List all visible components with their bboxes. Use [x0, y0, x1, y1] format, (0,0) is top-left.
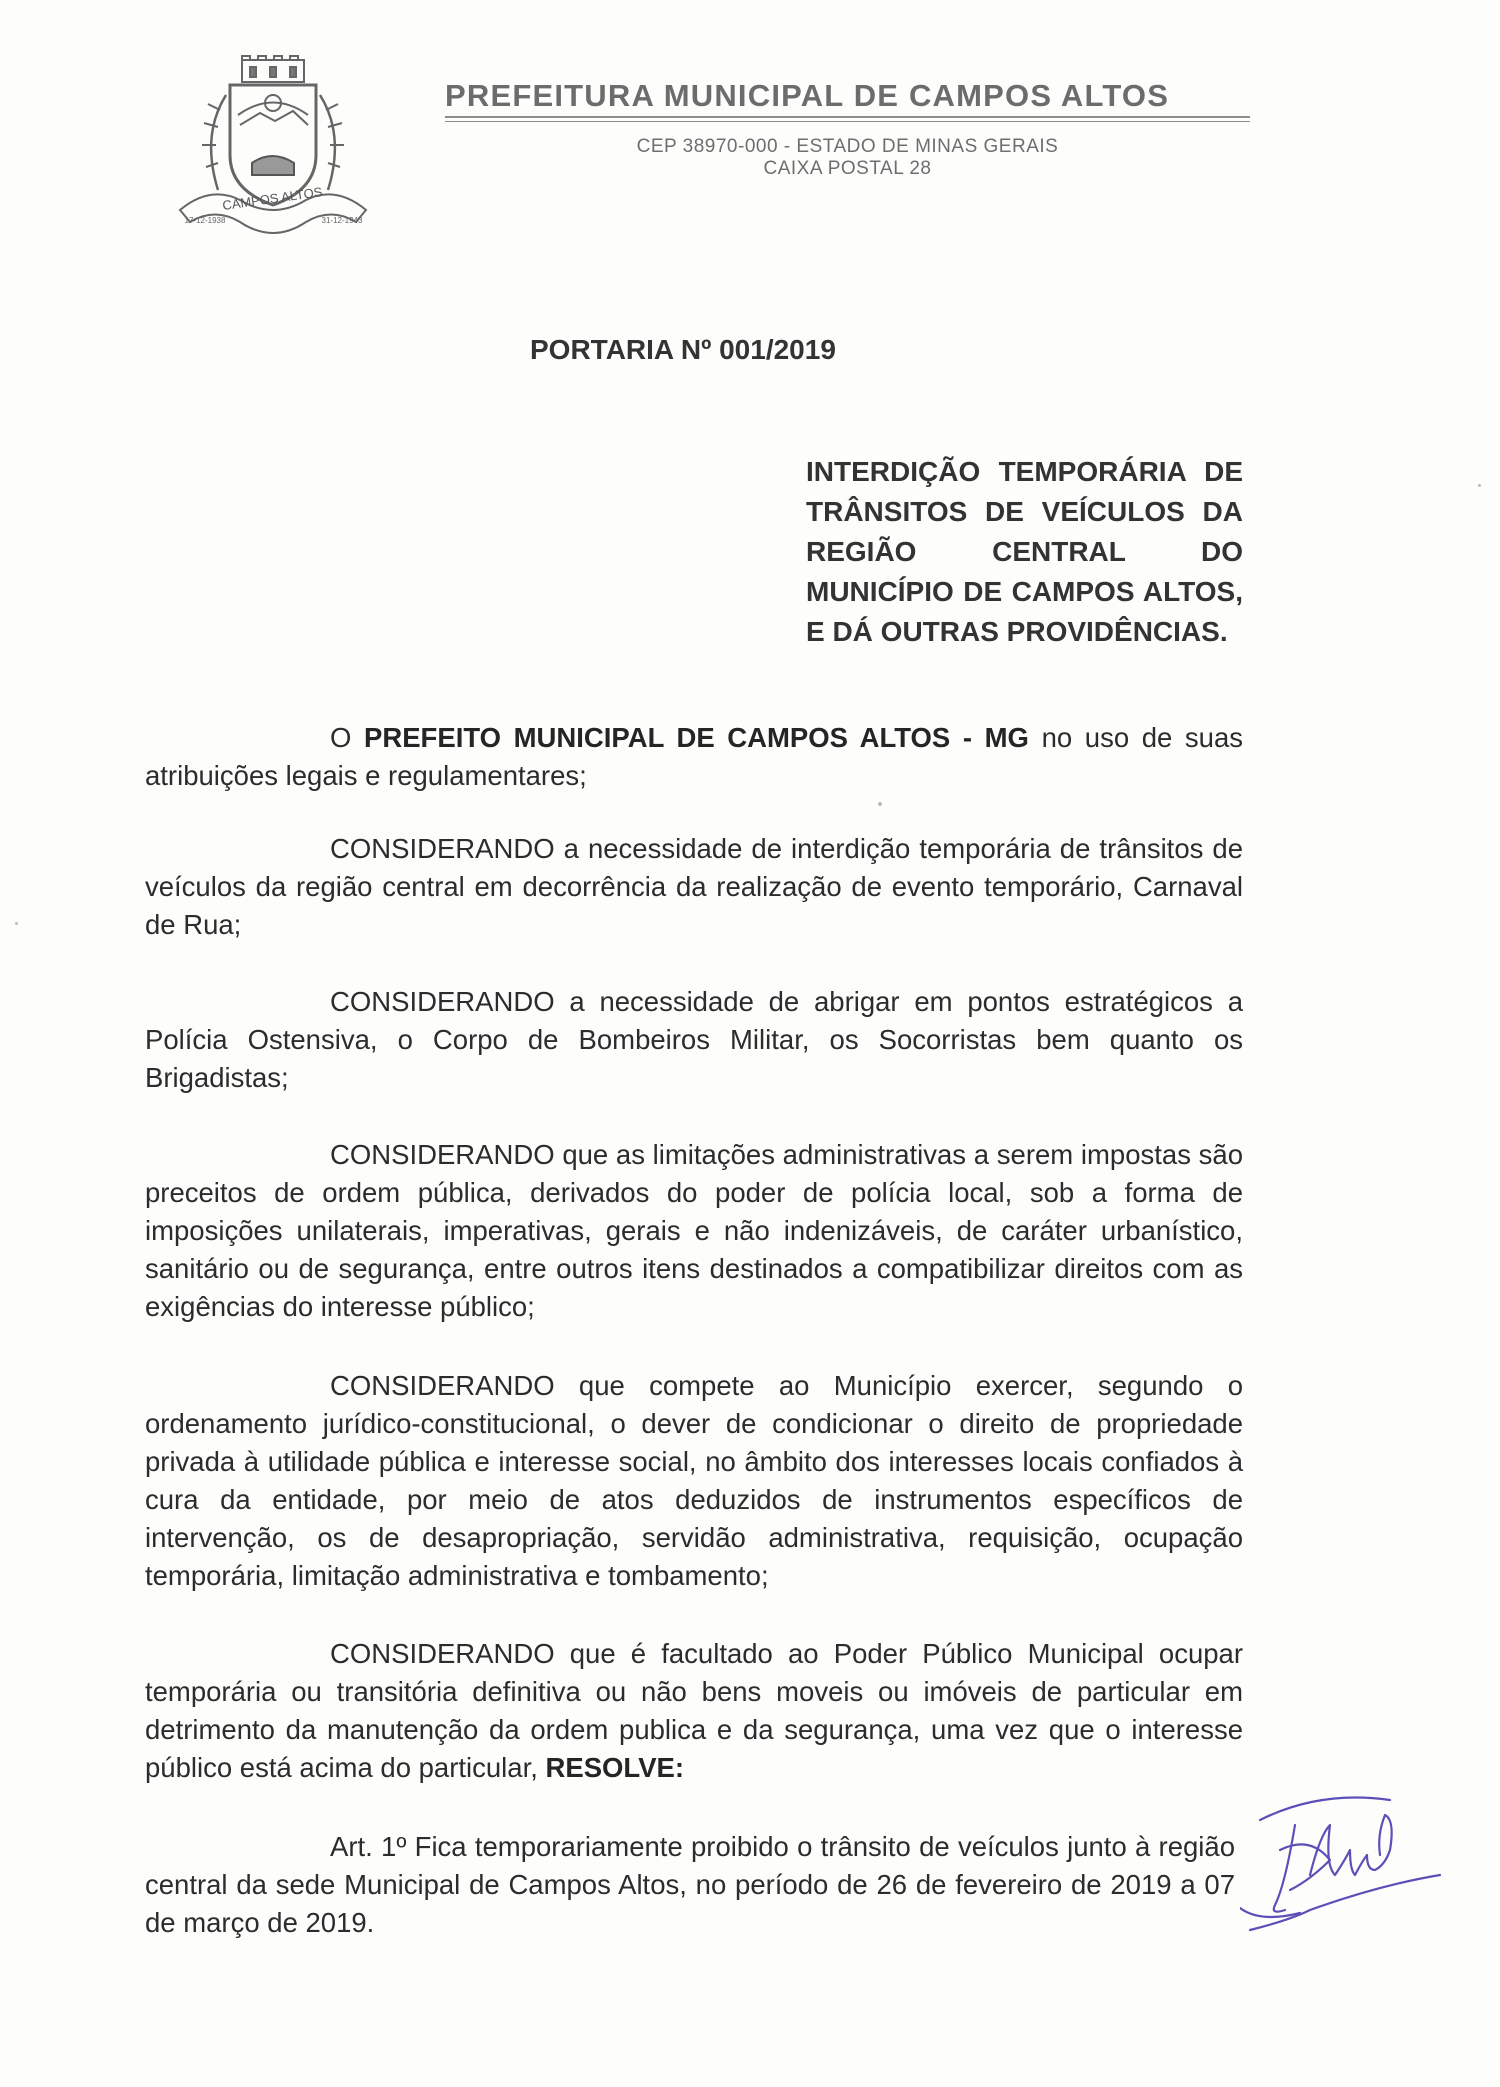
paragraph-line: veículos da região central em decorrência da realização de evento temporário, Carnaval [145, 871, 1243, 902]
paragraph-line: de março de 2019. [145, 1907, 375, 1938]
handwritten-signature [1240, 1780, 1445, 1950]
paragraph-line: temporária, limitação administrativa e tombamento; [145, 1560, 769, 1591]
paragraph-line: CONSIDERANDO que compete ao Município exercer, segundo o [330, 1370, 1243, 1401]
paragraph-preamble [145, 719, 1243, 795]
paragraph-considerando-3 [145, 1136, 1243, 1326]
paragraph-line: atribuições legais e regulamentares; [145, 760, 587, 791]
article-1 [145, 1828, 1235, 1942]
ementa-line: E DÁ OUTRAS PROVIDÊNCIAS. [806, 616, 1228, 647]
address-line-2: CAIXA POSTAL 28 [763, 158, 932, 179]
crest-motto: CAMPOS ALTOS [221, 184, 324, 213]
paragraph-line: Polícia Ostensiva, o Corpo de Bombeiros Militar, os Socorristas bem quanto os [145, 1024, 1243, 1055]
paragraph-line: Art. 1º Fica temporariamente proibido o trânsito de veículos junto à região [330, 1831, 1235, 1862]
text-segment: no uso de suas [1028, 722, 1244, 753]
paragraph-line: cura da entidade, por meio de atos deduzidos de instrumentos específicos de [145, 1484, 1243, 1515]
text-segment: O [330, 722, 365, 753]
resolve-keyword: RESOLVE: [545, 1752, 685, 1783]
paragraph-considerando-5 [145, 1635, 1243, 1787]
scan-speck [878, 802, 882, 806]
document-title: PORTARIA Nº 001/2019 [530, 334, 836, 365]
paragraph-considerando-1 [145, 830, 1243, 944]
paragraph-line: CONSIDERANDO que as limitações administrativas a serem impostas são [330, 1139, 1243, 1170]
scan-speck [15, 922, 18, 925]
paragraph-line: intervenção, os de desapropriação, servidão administrativa, requisição, ocupação [145, 1522, 1243, 1553]
ementa-line: INTERDIÇÃO TEMPORÁRIA DE [806, 456, 1243, 487]
paragraph-line: CONSIDERANDO que é facultado ao Poder Público Municipal ocupar [330, 1638, 1243, 1669]
paragraph-line: preceitos de ordem pública, derivados do poder de polícia local, sob a forma de [145, 1177, 1243, 1208]
paragraph-considerando-4 [145, 1367, 1243, 1595]
text-segment: público está acima do particular, [145, 1752, 546, 1783]
ementa-line: TRÂNSITOS DE VEÍCULOS DA [806, 496, 1243, 527]
header-rule [445, 116, 1250, 118]
paragraph-line: sanitário ou de segurança, entre outros itens destinados a compatibilizar direitos com as [145, 1253, 1243, 1284]
paragraph-line [145, 719, 1243, 757]
municipal-crest-seal [160, 55, 385, 255]
paragraph-line: CONSIDERANDO a necessidade de abrigar em pontos estratégicos a [330, 986, 1243, 1017]
paragraph-line: temporária ou transitória definitiva ou não bens moveis ou imóveis de particular em [145, 1676, 1243, 1707]
paragraph-line: detrimento da manutenção da ordem publica e da segurança, uma vez que o interesse [145, 1714, 1243, 1745]
ementa-line: REGIÃO CENTRAL DO [806, 536, 1243, 567]
ementa-line: MUNICÍPIO DE CAMPOS ALTOS, [806, 576, 1243, 607]
org-name: PREFEITURA MUNICIPAL DE CAMPOS ALTOS [445, 78, 1170, 113]
crest-date-left: 17-12-1938 [184, 216, 226, 225]
address-line-1: CEP 38970-000 - ESTADO DE MINAS GERAIS [636, 136, 1059, 157]
paragraph-line: ordenamento jurídico-constitucional, o dever de condicionar o direito de propriedade [145, 1408, 1243, 1439]
paragraph-line: central da sede Municipal de Campos Altos, no período de 26 de fevereiro de 2019 a 07 [145, 1869, 1235, 1900]
paragraph-line: de Rua; [145, 909, 242, 940]
header-rule-thin [445, 121, 1250, 122]
paragraph-line: Brigadistas; [145, 1062, 289, 1093]
paragraph-line: CONSIDERANDO a necessidade de interdição temporária de trânsitos de [330, 833, 1243, 864]
bold-segment: PREFEITO MUNICIPAL DE CAMPOS ALTOS - MG [364, 722, 1029, 753]
paragraph-considerando-2 [145, 983, 1243, 1097]
paragraph-line: privada à utilidade pública e interesse social, no âmbito dos interesses locais confiados à [145, 1446, 1243, 1477]
paragraph-line: imposições unilaterais, imperativas, gerais e não indenizáveis, de caráter urbanístico, [145, 1215, 1243, 1246]
paragraph-line: exigências do interesse público; [145, 1291, 535, 1322]
scan-speck [1478, 484, 1481, 487]
ementa [806, 452, 1243, 652]
crest-date-right: 31-12-1943 [321, 216, 363, 225]
paragraph-line [145, 1749, 1243, 1787]
